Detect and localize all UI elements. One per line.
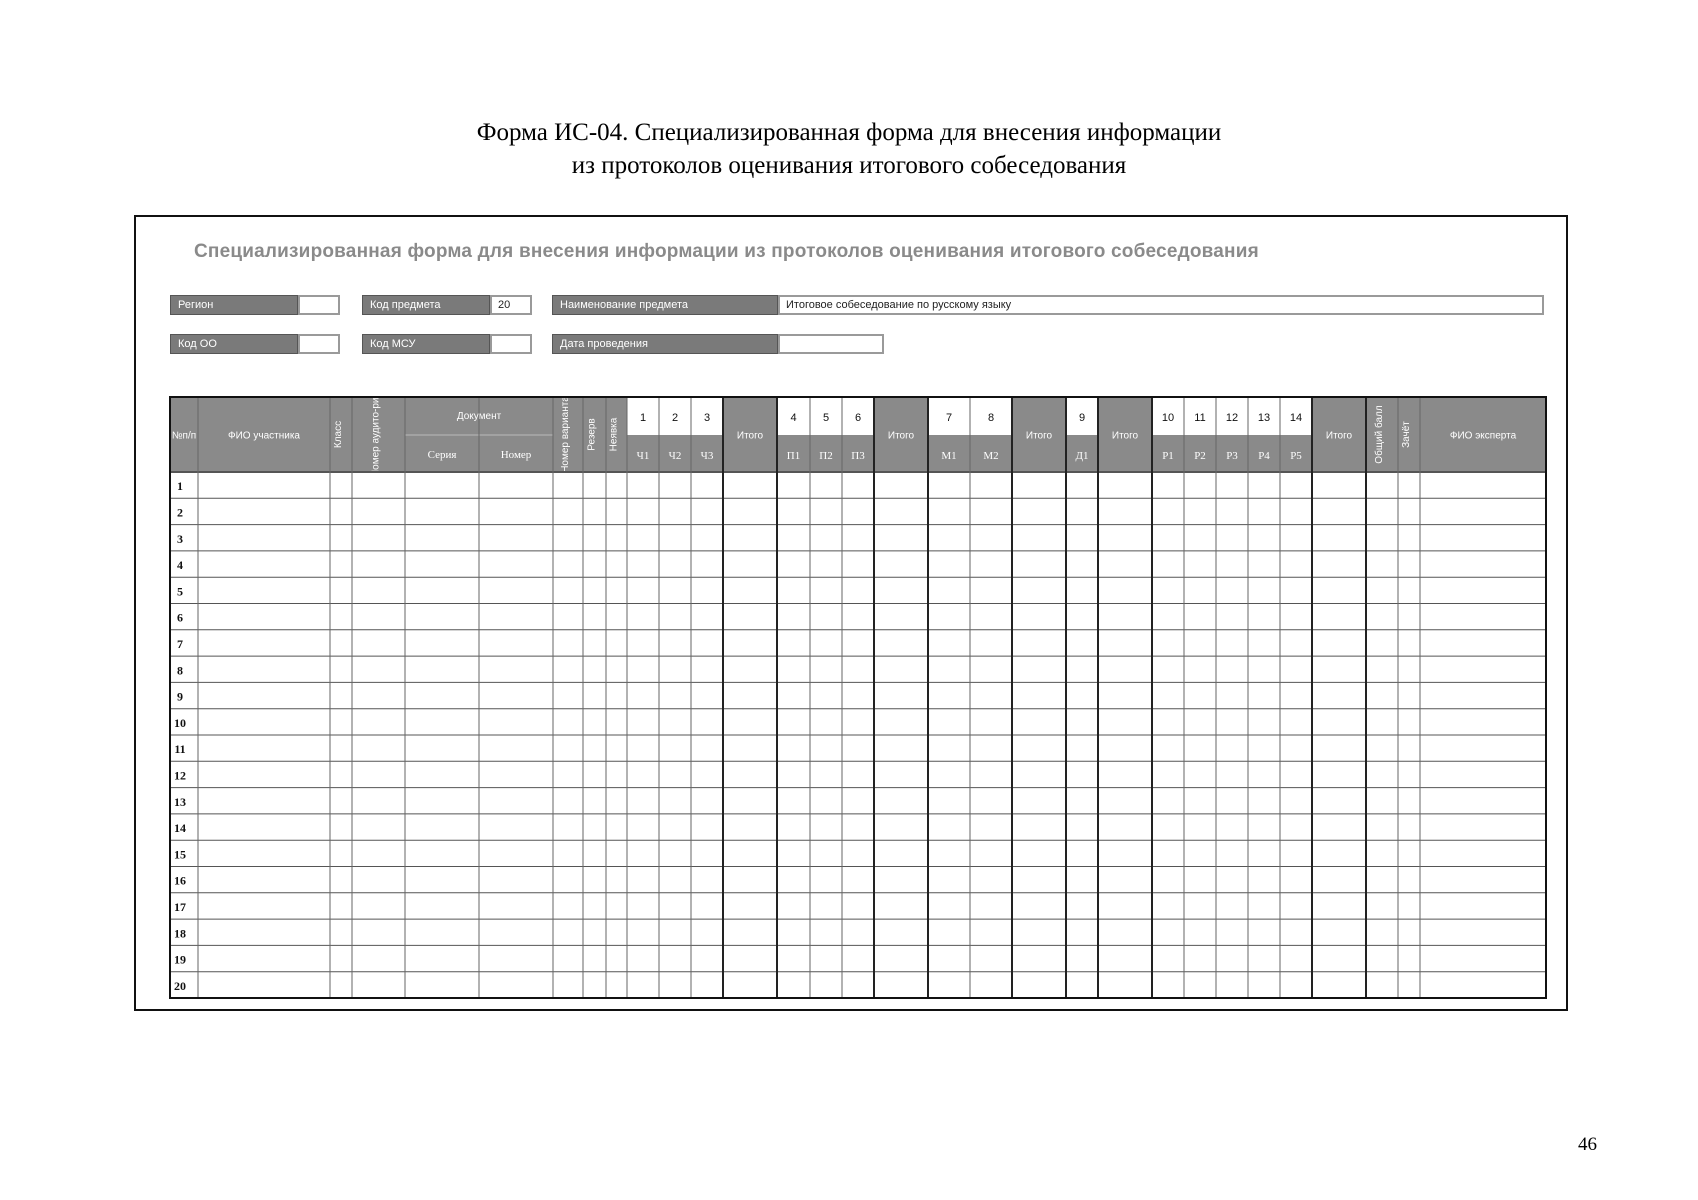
criterion-number: 9	[1078, 412, 1086, 424]
header-auditorium: Номер аудито-рии	[370, 391, 382, 478]
header-class: Класс	[333, 420, 344, 449]
page-number: 46	[1578, 1134, 1597, 1155]
criterion-number: 12	[1225, 412, 1239, 424]
criterion-number: 8	[987, 412, 995, 424]
criterion-code: Ч1	[636, 450, 650, 462]
header-total: Итого	[736, 430, 764, 442]
msu-code-label: Код МСУ	[362, 334, 490, 354]
criterion-number: 6	[854, 412, 862, 424]
row-number: 14	[174, 821, 186, 836]
criterion-code: П1	[786, 450, 801, 462]
header-absence: Неявка	[608, 417, 620, 452]
header-fio: ФИО участника	[228, 430, 300, 442]
row-number: 17	[174, 899, 186, 914]
row-number: 5	[177, 584, 183, 599]
criterion-code: М1	[941, 450, 957, 462]
criterion-number: 10	[1161, 412, 1175, 424]
row-number: 20	[174, 978, 186, 993]
region-label: Регион	[170, 295, 298, 315]
criterion-code: Р1	[1162, 450, 1174, 462]
row-number: 9	[177, 689, 183, 704]
subject-name-field[interactable]: Итоговое собеседование по русскому языку	[778, 295, 1544, 315]
header-series: Серия	[427, 449, 457, 461]
row-number: 18	[174, 926, 186, 941]
criterion-number: 4	[790, 412, 797, 424]
criterion-number: 5	[822, 412, 830, 424]
criterion-number: 2	[671, 412, 679, 424]
header-total: Итого	[887, 430, 915, 442]
criterion-number: 3	[703, 412, 711, 424]
document-title-line-2: из протоколов оценивания итогового собеседования	[571, 152, 1127, 179]
criterion-code: Р2	[1194, 450, 1206, 462]
row-number: 1	[177, 479, 183, 494]
criterion-code: Ч2	[668, 450, 682, 462]
row-number: 16	[174, 873, 186, 888]
row-number: 15	[174, 847, 186, 862]
header-overall-score: Общий балл	[1374, 405, 1385, 464]
header-variant: Номер варианта	[560, 396, 571, 473]
criterion-code: Р5	[1290, 450, 1302, 462]
criterion-code: Ч3	[700, 450, 714, 462]
criterion-number: 11	[1194, 412, 1206, 424]
criterion-number: 7	[945, 412, 953, 424]
criterion-number: 1	[639, 412, 647, 424]
row-number: 2	[177, 505, 183, 520]
criterion-code: Д1	[1075, 450, 1089, 462]
row-number: 7	[177, 636, 183, 651]
header-total: Итого	[1111, 430, 1139, 442]
subject-code-label: Код предмета	[362, 295, 490, 315]
row-number: 8	[177, 663, 183, 678]
row-number: 12	[174, 768, 186, 783]
criterion-number: 14	[1289, 412, 1303, 424]
table-border	[170, 397, 1546, 998]
row-number: 6	[177, 610, 183, 625]
header-expert-fio: ФИО эксперта	[1449, 430, 1517, 442]
row-number: 3	[177, 531, 183, 546]
oo-code-label: Код ОО	[170, 334, 298, 354]
header-document: Документ	[456, 411, 502, 422]
criterion-code: Р3	[1226, 450, 1238, 462]
criterion-number: 13	[1257, 412, 1271, 424]
header-total: Итого	[1025, 430, 1053, 442]
criterion-code: П3	[851, 450, 865, 462]
row-number: 10	[174, 715, 186, 730]
row-number: 11	[174, 742, 186, 757]
criterion-code: П2	[819, 450, 833, 462]
row-number: 13	[174, 794, 186, 809]
criterion-code: Р4	[1258, 450, 1270, 462]
header-reserve: Резерв	[586, 418, 598, 451]
row-number: 4	[177, 558, 183, 573]
header-total: Итого	[1325, 430, 1353, 442]
header-pass: Зачёт	[1401, 421, 1412, 448]
date-label: Дата проведения	[552, 334, 778, 354]
subject-code-field[interactable]: 20	[490, 295, 532, 315]
form-heading: Специализированная форма для внесения информации из протоколов оценивания итогового собеседования	[194, 241, 1259, 262]
row-number: 19	[174, 952, 186, 967]
document-title-line-1: Форма ИС-04. Специализированная форма для внесения информации	[476, 119, 1222, 146]
header-num: №п/п	[171, 430, 197, 442]
criterion-code: М2	[983, 450, 999, 462]
subject-name-label: Наименование предмета	[552, 295, 778, 315]
header-number: Номер	[500, 449, 532, 461]
